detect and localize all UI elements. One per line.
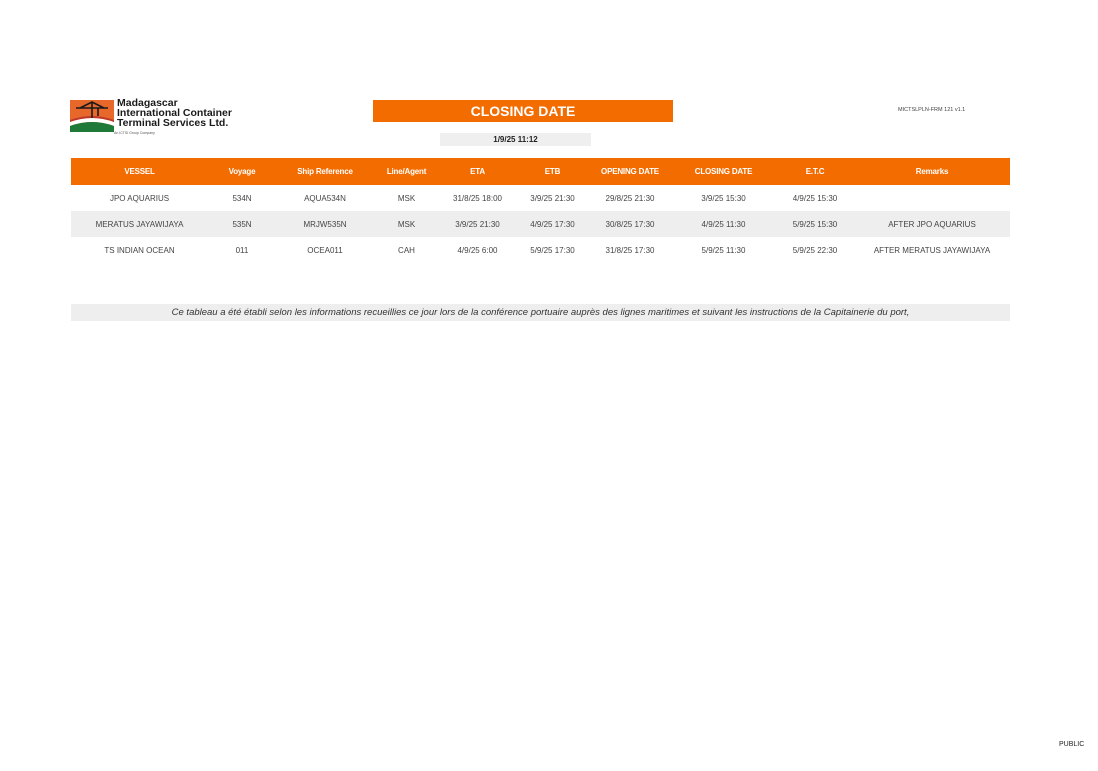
cell-remarks bbox=[854, 185, 1010, 211]
column-header-eta: ETA bbox=[439, 158, 516, 185]
report-timestamp: 1/9/25 11:12 bbox=[440, 133, 591, 146]
cell-closing-date: 3/9/25 15:30 bbox=[701, 193, 746, 203]
cell-voyage: 534N bbox=[232, 193, 252, 203]
cell-ship-reference: MRJW535N bbox=[276, 211, 374, 237]
column-header-etb: ETB bbox=[516, 158, 589, 185]
column-header-line-agent: Line/Agent bbox=[374, 158, 439, 185]
crane-logo-icon bbox=[70, 100, 114, 132]
cell-closing-date: 5/9/25 11:30 bbox=[701, 245, 746, 255]
classification-label: PUBLIC bbox=[1059, 741, 1085, 748]
cell-etc: 5/9/25 15:30 bbox=[776, 211, 854, 237]
cell-vessel: TS INDIAN OCEAN bbox=[104, 245, 175, 255]
company-tagline: An ICTSI Group Company bbox=[114, 131, 155, 135]
cell-eta: 31/8/25 18:00 bbox=[453, 193, 502, 203]
form-reference: MICTSLPLN-FRM 121 v1.1 bbox=[898, 107, 966, 113]
table-row bbox=[71, 237, 1010, 263]
cell-line-agent: MSK bbox=[374, 211, 439, 237]
column-header-ship-reference: Ship Reference bbox=[276, 158, 374, 185]
cell-etc: 4/9/25 15:30 bbox=[792, 193, 838, 203]
cell-closing-date: 4/9/25 11:30 bbox=[671, 211, 776, 237]
table-header-row bbox=[71, 158, 1010, 185]
column-header-vessel: VESSEL bbox=[71, 158, 208, 185]
company-logo bbox=[70, 98, 240, 138]
cell-vessel: JPO AQUARIUS bbox=[109, 193, 170, 203]
cell-ship-reference: OCEA011 bbox=[307, 245, 343, 255]
company-name-line3: Terminal Services Ltd. bbox=[117, 117, 229, 129]
column-header-opening-date: OPENING DATE bbox=[589, 158, 671, 185]
company-name-line2: International Container bbox=[117, 107, 232, 119]
cell-voyage: 535N bbox=[208, 211, 276, 237]
cell-remarks: AFTER JPO AQUARIUS bbox=[854, 211, 1010, 237]
page-title: CLOSING DATE bbox=[373, 100, 673, 122]
column-header-etc: E.T.C bbox=[776, 158, 854, 185]
cell-voyage: 011 bbox=[235, 245, 249, 255]
table-row bbox=[71, 185, 1010, 211]
cell-vessel: MERATUS JAYAWIJAYA bbox=[71, 211, 208, 237]
cell-etb: 4/9/25 17:30 bbox=[516, 211, 589, 237]
cell-eta: 4/9/25 6:00 bbox=[457, 245, 498, 255]
footer-note: Ce tableau a été établi selon les informations recueillies ce jour lors de la conférence portuaire auprès des lignes maritimes et suivant les instructions de la Capitainerie du port, bbox=[71, 304, 1010, 321]
column-header-closing-date: CLOSING DATE bbox=[671, 158, 776, 185]
table-row bbox=[71, 211, 1010, 237]
cell-eta: 3/9/25 21:30 bbox=[439, 211, 516, 237]
cell-opening-date: 29/8/25 21:30 bbox=[605, 193, 655, 203]
cell-line-agent: MSK bbox=[397, 193, 416, 203]
cell-etc: 5/9/25 22:30 bbox=[792, 245, 838, 255]
cell-ship-reference: AQUA534N bbox=[304, 193, 346, 203]
vessel-schedule-table bbox=[71, 158, 1010, 263]
cell-opening-date: 30/8/25 17:30 bbox=[589, 211, 671, 237]
column-header-remarks: Remarks bbox=[854, 158, 1010, 185]
cell-etb: 5/9/25 17:30 bbox=[530, 245, 575, 255]
cell-etb: 3/9/25 21:30 bbox=[530, 193, 575, 203]
cell-remarks: AFTER MERATUS JAYAWIJAYA bbox=[873, 245, 991, 255]
company-name-line1: Madagascar bbox=[117, 97, 178, 109]
cell-line-agent: CAH bbox=[398, 245, 415, 255]
cell-opening-date: 31/8/25 17:30 bbox=[605, 245, 655, 255]
column-header-voyage: Voyage bbox=[208, 158, 276, 185]
